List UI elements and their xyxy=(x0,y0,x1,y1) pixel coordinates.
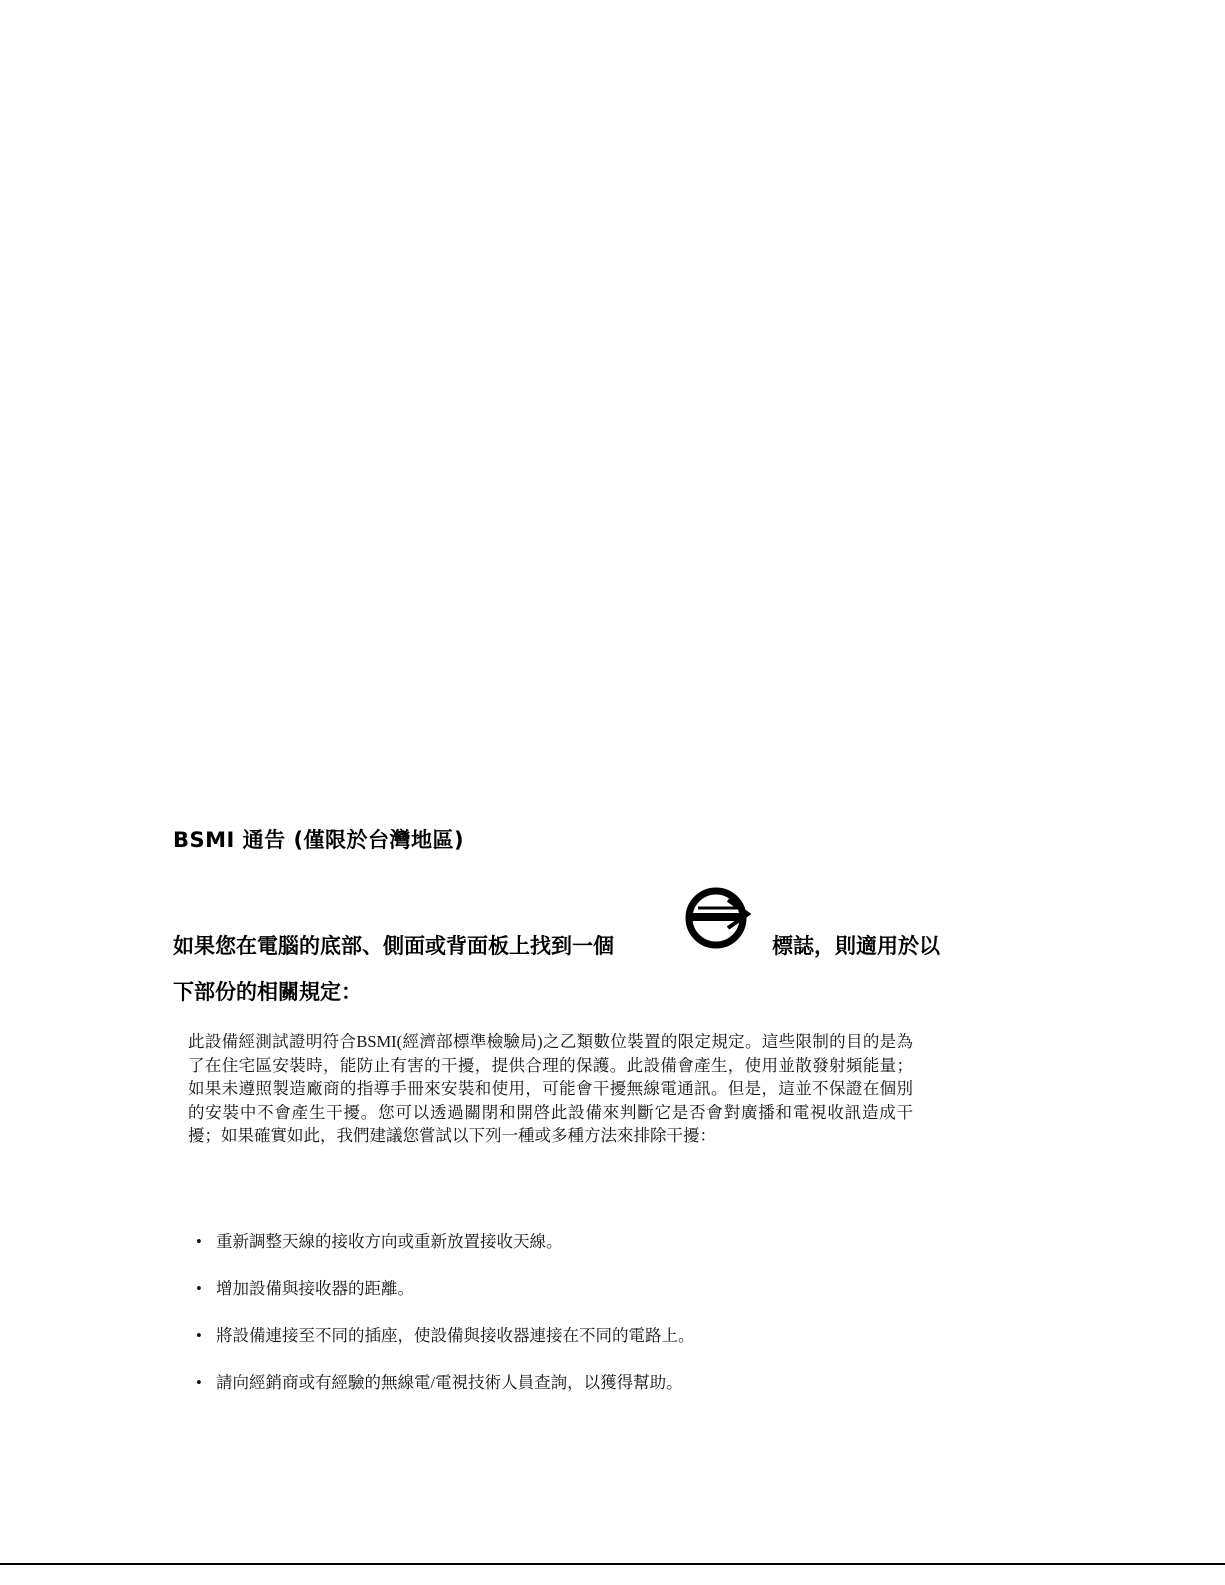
list-item-text: 增加設備與接收器的距離。 xyxy=(216,1279,414,1298)
bullet-icon: • xyxy=(196,1326,202,1345)
list-item xyxy=(196,1277,695,1324)
page-title: BSMI 通告 (僅限於台灣地區) xyxy=(173,828,465,852)
intro-text-line1-left: 如果您在電腦的底部、側面或背面板上找到一個 xyxy=(173,934,614,958)
list-item-text: 重新調整天線的接收方向或重新放置接收天線。 xyxy=(216,1232,563,1251)
footer-divider xyxy=(0,1563,1225,1565)
remedy-list xyxy=(196,1230,695,1418)
intro-text-line2: 下部份的相關規定： xyxy=(173,980,362,1004)
bsmi-certification-mark-icon xyxy=(680,880,756,952)
bullet-icon: • xyxy=(196,1373,202,1392)
list-item xyxy=(196,1371,695,1418)
list-item xyxy=(196,1230,695,1277)
list-item-text: 請向經銷商或有經驗的無線電/電視技術人員查詢，以獲得幫助。 xyxy=(216,1373,683,1392)
bullet-icon: • xyxy=(196,1279,202,1298)
list-item xyxy=(196,1324,695,1371)
regulation-paragraph: 此設備經測試證明符合BSMI(經濟部標準檢驗局)之乙類數位裝置的限定規定。這些限制的目的是為了在住宅區安裝時，能防止有害的干擾，提供合理的保護。此設備會產生，使用並散發射頻能量；如果未遵照製造廠商的指導手冊來安裝和使用，可能會干擾無線電通訊。但是，這並不保證在個別的安裝中不會產生干擾。您可以透過關閉和開啓此設備來判斷它是否會對廣播和電視收訊造成干擾；如果確實如此，我們建議您嘗試以下列一種或多種方法來排除干擾： xyxy=(188,1032,913,1145)
intro-text-line1-right: 標誌，則適用於以 xyxy=(772,934,940,958)
bullet-icon: • xyxy=(196,1232,202,1251)
list-item-text: 將設備連接至不同的插座，使設備與接收器連接在不同的電路上。 xyxy=(216,1326,695,1345)
